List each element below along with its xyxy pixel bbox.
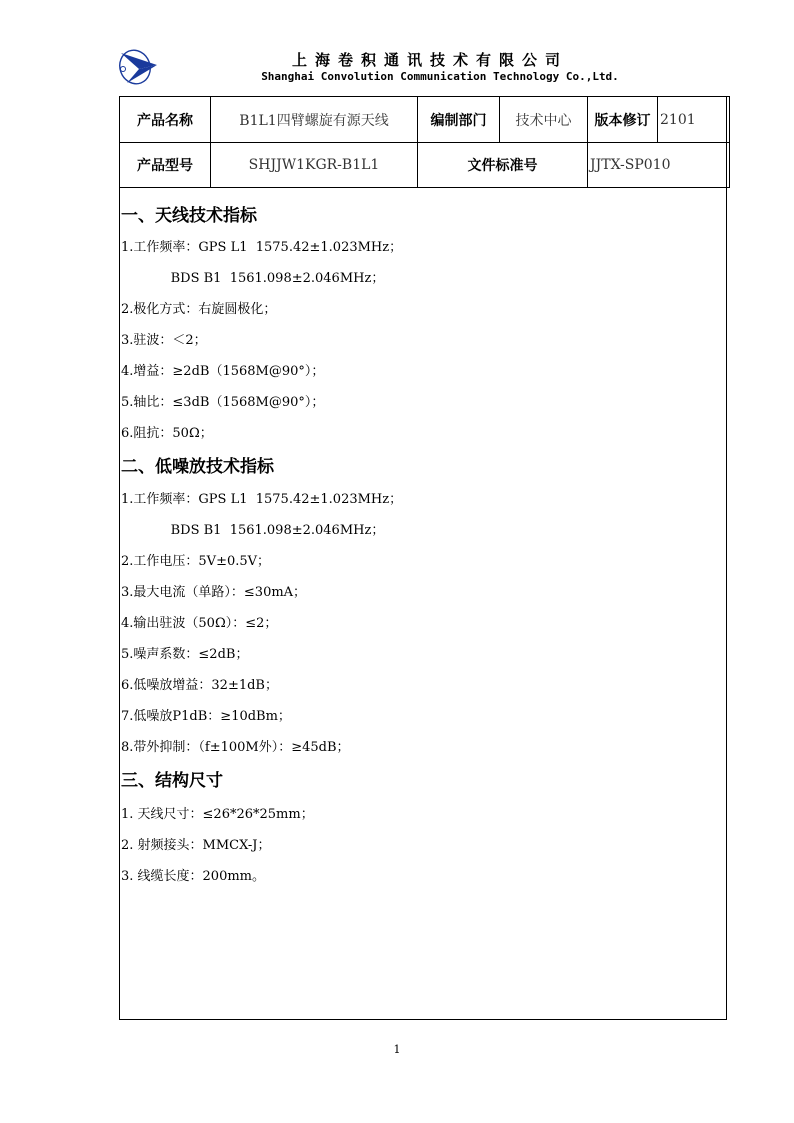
product-name-label: 产品名称 <box>120 97 211 143</box>
list-item: 1.工作频率：GPS L1 1575.42±1.023MHz； <box>121 240 403 255</box>
list-item: BDS B1 1561.098±2.046MHz； <box>121 271 385 286</box>
section-structure <box>121 770 721 885</box>
spec-content <box>121 205 721 899</box>
list-item: 4.输出驻波（50Ω）：≤2； <box>121 616 278 631</box>
section-heading: 三、结构尺寸 <box>121 771 223 791</box>
list-item: 1.工作频率：GPS L1 1575.42±1.023MHz； <box>121 492 403 507</box>
version-label: 版本修订 <box>588 97 658 143</box>
model-value: SHJJW1KGR-B1L1 <box>211 143 418 188</box>
list-item: 5.轴比：≤3dB（1568M@90°）； <box>121 395 325 410</box>
company-name-en: Shanghai Convolution Communication Technology Co.,Ltd. <box>261 70 619 83</box>
company-logo <box>117 45 159 89</box>
list-item: 3. 线缆长度：200mm。 <box>121 869 266 884</box>
dept-label: 编制部门 <box>418 97 500 143</box>
info-row-2 <box>120 143 730 188</box>
section-antenna <box>121 205 721 442</box>
list-item: 6.阻抗：50Ω； <box>121 426 213 441</box>
list-item: BDS B1 1561.098±2.046MHz； <box>121 523 385 538</box>
info-row-1 <box>120 97 730 143</box>
list-item: 5.噪声系数：≤2dB； <box>121 647 249 662</box>
company-name-cn: 上海卷积通讯技术有限公司 <box>291 51 568 69</box>
list-item: 1. 天线尺寸：≤26*26*25mm； <box>121 807 314 822</box>
doc-no-value: JJTX-SP010 <box>588 143 730 188</box>
doc-no-label: 文件标准号 <box>418 143 588 188</box>
list-item: 2.极化方式：右旋圆极化； <box>121 302 277 317</box>
list-item: 3.最大电流（单路）：≤30mA； <box>121 585 307 600</box>
info-table <box>119 96 730 188</box>
list-item: 3.驻波：＜2； <box>121 333 207 348</box>
section-heading: 二、低噪放技术指标 <box>121 457 274 477</box>
page-number: 1 <box>393 1043 401 1056</box>
section-lna <box>121 456 721 756</box>
dept-value: 技术中心 <box>500 97 588 143</box>
list-item: 2. 射频接头：MMCX-J； <box>121 838 271 853</box>
list-item: 4.增益：≥2dB（1568M@90°）； <box>121 364 325 379</box>
list-item: 6.低噪放增益：32±1dB； <box>121 678 278 693</box>
list-item: 8.带外抑制：（f±100M外）：≥45dB； <box>121 740 350 755</box>
list-item: 2.工作电压：5V±0.5V； <box>121 554 271 569</box>
version-value: 2101 <box>658 97 730 143</box>
model-label: 产品型号 <box>120 143 211 188</box>
product-name-value: B1L1四臂螺旋有源天线 <box>211 97 418 143</box>
list-item: 7.低噪放P1dB：≥10dBm； <box>121 709 291 724</box>
section-heading: 一、天线技术指标 <box>121 206 257 226</box>
